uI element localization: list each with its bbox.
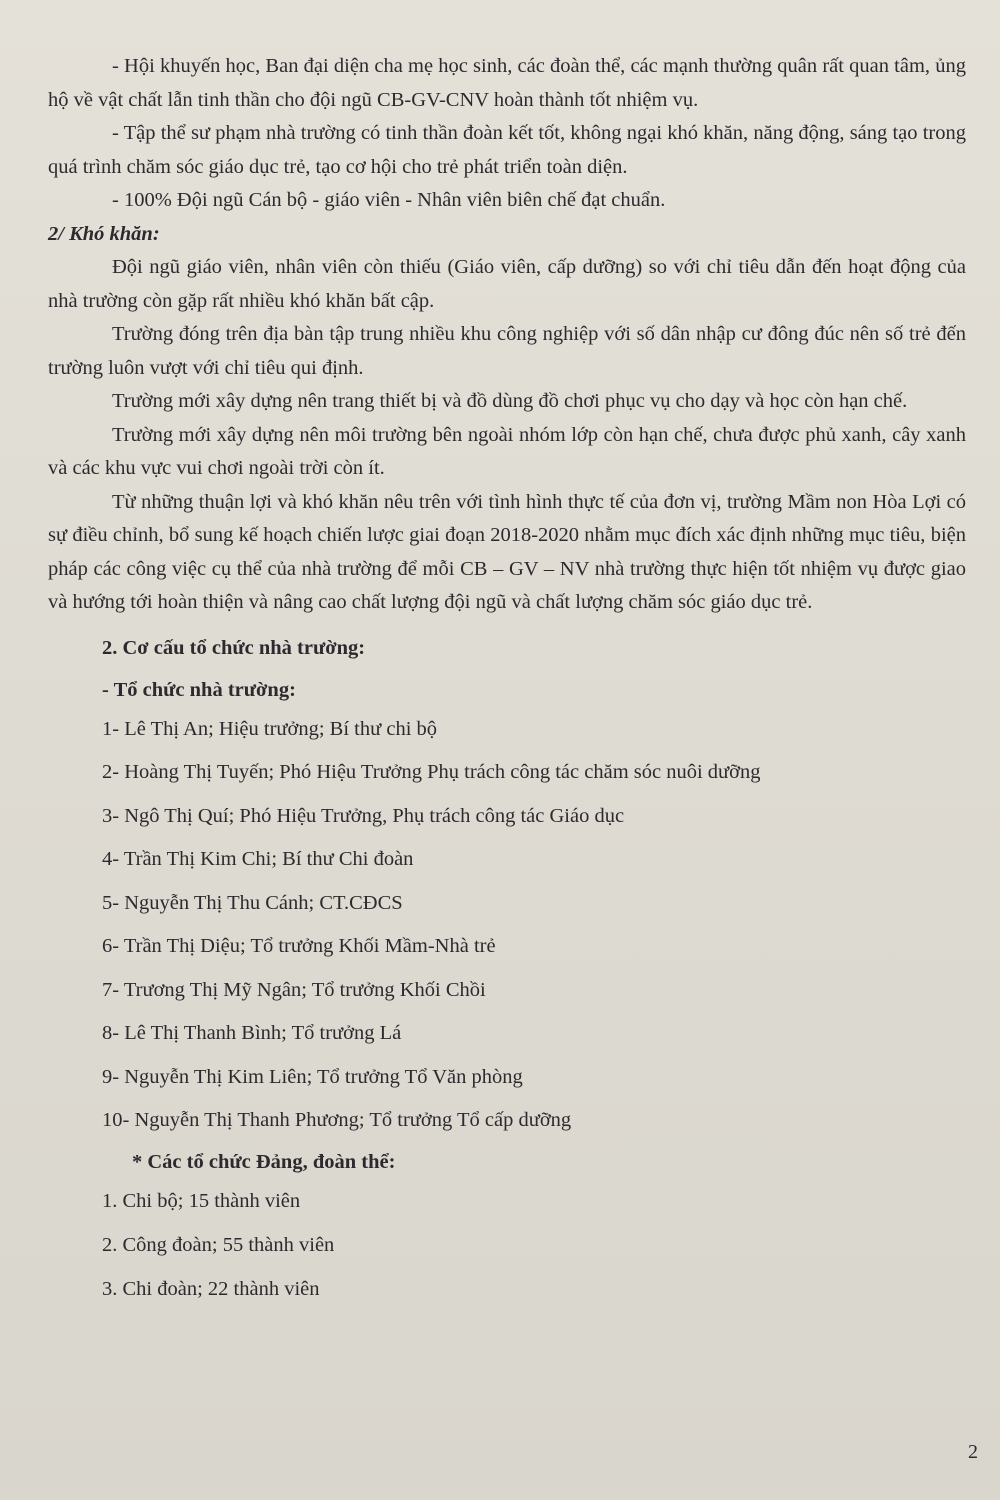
- structure-subheading: - Tổ chức nhà trường:: [102, 679, 296, 701]
- member-item: 2- Hoàng Thị Tuyến; Phó Hiệu Trưởng Phụ trách công tác chăm sóc nuôi dưỡng: [102, 761, 761, 783]
- page-number: 2: [968, 1441, 978, 1463]
- difficulty-paragraph: Đội ngũ giáo viên, nhân viên còn thiếu (Giáo viên, cấp dưỡng) so với chỉ tiêu dẫn đến hoạt động của nhà trường còn gặp rất nhiều khó khăn bất cập.: [48, 256, 966, 312]
- conclusion-paragraph: Từ những thuận lợi và khó khăn nêu trên với tình hình thực tế của đơn vị, trường Mầm non Hòa Lợi có sự điều chỉnh, bổ sung kế hoạch chiến lược giai đoạn 2018-2020 nhằm mục đích xác định những mục tiêu, biện pháp các công việc cụ thể của nhà trường để mỗi CB – GV – NV nhà trường thực hiện tốt nhiệm vụ được giao và hướng tới hoàn thiện và nâng cao chất lượng đội ngũ và chất lượng chăm sóc giáo dục trẻ.: [48, 490, 966, 613]
- paragraph-support: - Hội khuyến học, Ban đại diện cha mẹ học sinh, các đoàn thể, các mạnh thường quân rất quan tâm, ủng hộ về vật chất lẫn tinh thần cho đội ngũ CB-GV-CNV hoàn thành tốt nhiệm vụ.: [48, 55, 966, 111]
- member-list: [48, 708, 966, 1143]
- organization-item: 3. Chi đoàn; 22 thành viên: [102, 1278, 320, 1300]
- difficulties-heading: 2/ Khó khăn:: [48, 222, 160, 245]
- difficulty-paragraph: Trường mới xây dựng nên môi trường bên ngoài nhóm lớp còn hạn chế, chưa được phủ xanh, cây xanh và các khu vực vui chơi ngoài trời còn ít.: [48, 423, 966, 479]
- organization-item: 1. Chi bộ; 15 thành viên: [102, 1190, 301, 1212]
- member-item: 1- Lê Thị An; Hiệu trưởng; Bí thư chi bộ: [102, 717, 438, 740]
- structure-heading: 2. Cơ cấu tổ chức nhà trường:: [102, 636, 366, 659]
- member-item: 10- Nguyễn Thị Thanh Phương; Tổ trưởng Tổ cấp dưỡng: [102, 1109, 572, 1131]
- member-item: 7- Trương Thị Mỹ Ngân; Tổ trưởng Khối Chồi: [102, 978, 486, 1001]
- difficulty-paragraph: Trường mới xây dựng nên trang thiết bị và đồ dùng đồ chơi phục vụ cho dạy và học còn hạn chế.: [112, 390, 908, 412]
- member-item: 6- Trần Thị Diệu; Tổ trưởng Khối Mầm-Nhà trẻ: [102, 935, 496, 957]
- difficulty-paragraph: Trường đóng trên địa bàn tập trung nhiều khu công nghiệp với số dân nhập cư đông đúc nên số trẻ đến trường luôn vượt với chỉ tiêu qui định.: [48, 323, 966, 379]
- member-item: 9- Nguyễn Thị Kim Liên; Tổ trưởng Tổ Văn phòng: [102, 1065, 523, 1088]
- organization-item: 2. Công đoàn; 55 thành viên: [102, 1234, 335, 1256]
- member-item: 4- Trần Thị Kim Chi; Bí thư Chi đoàn: [102, 848, 414, 870]
- organization-list: [48, 1179, 966, 1311]
- member-item: 8- Lê Thị Thanh Bình; Tổ trưởng Lá: [102, 1022, 402, 1044]
- member-item: 3- Ngô Thị Quí; Phó Hiệu Trưởng, Phụ trách công tác Giáo dục: [102, 804, 625, 827]
- paragraph-staff-standard: - 100% Đội ngũ Cán bộ - giáo viên - Nhân viên biên chế đạt chuẩn.: [112, 189, 666, 211]
- paragraph-staff-unity: - Tập thể sư phạm nhà trường có tinh thần đoàn kết tốt, không ngại khó khăn, năng động, sáng tạo trong quá trình chăm sóc giáo dục trẻ, tạo cơ hội cho trẻ phát triển toàn diện.: [48, 122, 966, 178]
- member-item: 5- Nguyễn Thị Thu Cánh; CT.CĐCS: [102, 891, 403, 914]
- party-heading: * Các tổ chức Đảng, đoàn thể:: [132, 1150, 396, 1173]
